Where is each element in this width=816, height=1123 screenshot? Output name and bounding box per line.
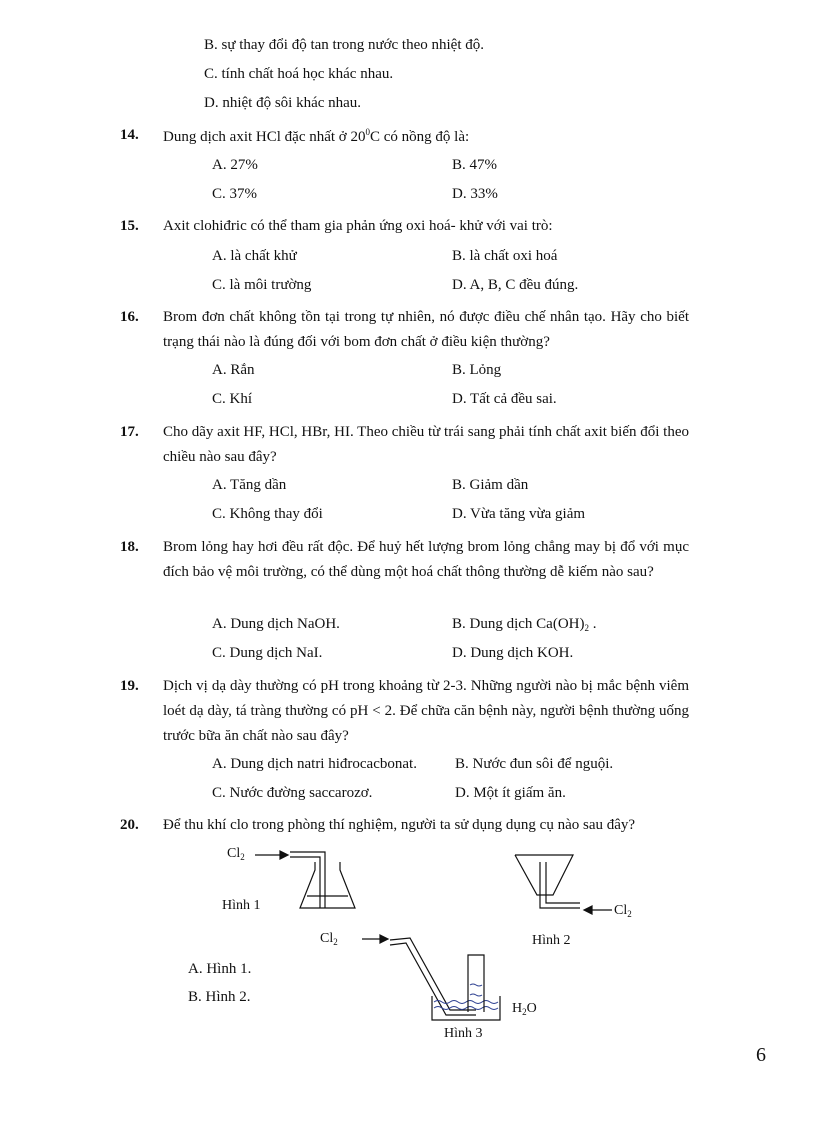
fig3-h2o-label: $H_2O$	[512, 1001, 537, 1017]
q18-number: 18.	[120, 539, 139, 555]
q16-option-b: B. Lỏng	[452, 362, 502, 378]
fig2-label: Hình 2	[532, 933, 571, 948]
q18-option-d: D. Dung dịch KOH.	[452, 645, 574, 661]
fig3-label: Hình 3	[444, 1026, 483, 1041]
q19-option-a: A. Dung dịch natri hiđrocacbonat.	[212, 756, 417, 772]
q13-option-b: B. sự thay đổi độ tan trong nước theo nhiệt độ.	[204, 37, 484, 53]
q17-option-d: D. Vừa tăng vừa giảm	[452, 506, 586, 522]
fig2-funnel-apparatus	[515, 855, 612, 914]
q19-text: Dịch vị dạ dày thường có pH trong khoảng từ 2-3. Những người nào bị mắc bệnh viêm loét dạ dày, tá tràng thường có pH < 2. Để chữa căn bệnh này, người bệnh thường uống trước bữa ăn chất nào sau đây?	[163, 678, 689, 744]
q14-text: Dung dịch axit HCl đặc nhất ở $20^0C$ có nồng độ là:	[163, 127, 470, 145]
fig3-water-displacement-apparatus	[362, 935, 500, 1020]
q18-text: Brom lỏng hay hơi đều rất độc. Để huỷ hết lượng brom lỏng chẳng may bị đổ với mục đích bảo vệ môi trường, có thể dùng một hoá chất thông thường dễ kiếm nào sau?	[163, 539, 689, 580]
q16-option-c: C. Khí	[212, 391, 253, 407]
q16-number: 16.	[120, 309, 139, 325]
fig1-label: Hình 1	[222, 898, 261, 913]
q14-number: 14.	[120, 127, 139, 143]
fig1-flask-apparatus	[255, 851, 355, 908]
q15-option-b: B. là chất oxi hoá	[452, 248, 558, 264]
q15-option-a: A. là chất khử	[212, 248, 297, 264]
q15-option-d: D. A, B, C đều đúng.	[452, 277, 579, 293]
q17-text: Cho dãy axit HF, HCl, HBr, HI. Theo chiều từ trái sang phải tính chất axit biến đổi theo chiều nào sau đây?	[163, 424, 689, 465]
q18-option-c: C. Dung dịch NaI.	[212, 645, 323, 661]
fig3-cl2-label: $Cl_2$	[320, 931, 338, 947]
q16-option-a: A. Rắn	[212, 362, 255, 378]
q14-option-d: D. 33%	[452, 186, 498, 202]
q17-option-c: C. Không thay đổi	[212, 506, 323, 522]
q17-number: 17.	[120, 424, 139, 440]
q20-number: 20.	[120, 817, 139, 833]
q17-option-b: B. Giảm dần	[452, 477, 529, 493]
q16-option-d: D. Tất cả đều sai.	[452, 391, 557, 407]
q19-option-d: D. Một ít giấm ăn.	[455, 785, 566, 801]
q18-option-b: B. Dung dịch $Ca(OH)_2$ .	[452, 616, 597, 633]
q14-option-c: C. 37%	[212, 186, 257, 202]
q16-text: Brom đơn chất không tồn tại trong tự nhiên, nó được điều chế nhân tạo. Hãy cho biết trạng thái nào là đúng đối với bom đơn chất ở điều kiện thường?	[163, 309, 689, 350]
q19-number: 19.	[120, 678, 139, 694]
q13-option-d: D. nhiệt độ sôi khác nhau.	[204, 95, 362, 111]
q20-option-a: A. Hình 1.	[188, 961, 252, 977]
q20-option-b: B. Hình 2.	[188, 989, 251, 1005]
q20-text: Để thu khí clo trong phòng thí nghiệm, người ta sử dụng dụng cụ nào sau đây?	[163, 817, 636, 833]
q19-option-b: B. Nước đun sôi để nguội.	[455, 756, 614, 772]
q18-option-a: A. Dung dịch NaOH.	[212, 616, 340, 632]
q19-option-c: C. Nước đường saccarozơ.	[212, 785, 373, 801]
q15-number: 15.	[120, 218, 139, 234]
page-number: 6	[756, 1044, 766, 1066]
q15-option-c: C. là môi trường	[212, 277, 312, 293]
fig1-cl2-label: $Cl_2$	[227, 846, 245, 862]
q14-option-b: B. 47%	[452, 157, 497, 173]
q14-option-a: A. 27%	[212, 157, 258, 173]
fig2-cl2-label: $Cl_2$	[614, 903, 632, 919]
q13-option-c: C. tính chất hoá học khác nhau.	[204, 66, 394, 82]
q17-option-a: A. Tăng dần	[212, 477, 287, 493]
q15-text: Axit clohiđric có thể tham gia phản ứng oxi hoá- khử với vai trò:	[163, 218, 553, 234]
